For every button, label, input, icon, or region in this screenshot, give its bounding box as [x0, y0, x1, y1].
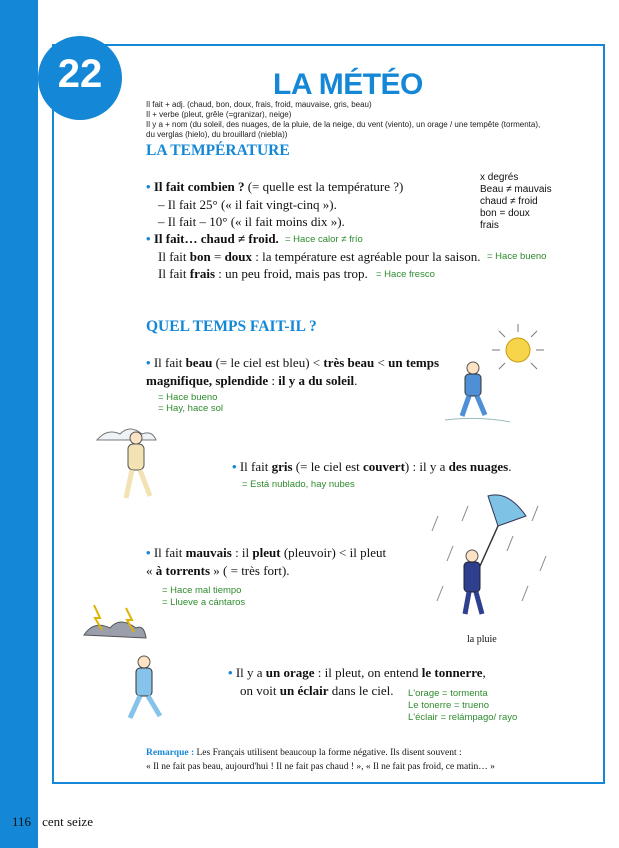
- bon-doux-line: Il fait bon = doux : la température est agréable pour la saison.: [158, 249, 481, 264]
- bullet: •: [146, 179, 154, 194]
- page-number: 116: [12, 814, 32, 829]
- walking-man: [126, 432, 150, 498]
- grammar-note-line: Il + verbe (pleut, grêle (=granizar), neige): [146, 110, 292, 119]
- rain-umbrella-illustration: [428, 486, 558, 626]
- side-note: chaud ≠ froid: [480, 196, 538, 207]
- lesson-number: 22: [57, 52, 103, 96]
- side-note: x degrés: [480, 172, 519, 183]
- orage-translation: L'orage = tormenta: [408, 688, 488, 699]
- section-heading-temperature: LA TEMPÉRATURE: [146, 142, 290, 159]
- grammar-note-line: Il fait + adj. (chaud, bon, doux, frais, froid, mauvaise, gris, beau): [146, 100, 372, 109]
- temperature-example-1: – Il fait 25° (« il fait vingt-cinq »).: [158, 197, 337, 212]
- temperature-question: [146, 178, 403, 195]
- section-heading-weather: QUEL TEMPS FAIT-IL ?: [146, 318, 317, 335]
- hot-cold-bold: Il fait… chaud ≠ froid.: [153, 231, 279, 246]
- rain-caption: la pluie: [467, 634, 497, 645]
- orage-translation: Le tonerre = trueno: [408, 700, 490, 711]
- side-note: Beau ≠ mauvais: [480, 184, 552, 195]
- beau-translation-1: = Hace bueno: [158, 392, 218, 403]
- temperature-example-2: – Il fait – 10° (« il fait moins dix »).: [158, 214, 345, 229]
- frais-translation: = Hace fresco: [376, 269, 435, 280]
- grammar-note-line: Il y a + nom (du soleil, des nuages, de la pluie, de la neige, du vent (viento), un orage / une tempête (tormenta),: [146, 120, 541, 129]
- beau-translation-2: = Hay, hace sol: [158, 403, 224, 414]
- page-number-words: cent seize: [42, 814, 93, 829]
- question-rest: (= quelle est la température ?): [244, 179, 404, 194]
- sun-walker-illustration: [440, 330, 560, 430]
- mauvais-translation-2: = Llueve a cántaros: [162, 597, 246, 608]
- mauvais-line-2: « à torrents » ( = très fort).: [146, 563, 290, 578]
- gris-line: • Il fait gris (= le ciel est couvert) : il y a des nuages.: [232, 459, 512, 474]
- hot-cold-line: [146, 230, 279, 247]
- bon-translation: = Hace bueno: [487, 251, 547, 262]
- orage-line-2: on voit un éclair dans le ciel.: [240, 683, 394, 698]
- beau-line-2: magnifique, splendide : il y a du soleil.: [146, 373, 358, 388]
- mauvais-line-1: • Il fait mauvais : il pleut (pleuvoir) < il pleut: [146, 545, 387, 560]
- mauvais-translation-1: = Hace mal tiempo: [162, 585, 242, 596]
- remark-examples: « Il ne fait pas beau, aujourd'hui ! Il ne fait pas chaud ! », « Il ne fait pas froid, ce matin… »: [146, 762, 495, 772]
- beau-line-1: • Il fait beau (= le ciel est bleu) < très beau < un temps: [146, 355, 440, 370]
- bullet: •: [146, 231, 154, 246]
- storm-illustration: [74, 600, 204, 730]
- storm-cloud-icon: [84, 622, 146, 638]
- grammar-note-line: du verglas (hielo), du brouillard (niebla)): [146, 130, 288, 139]
- frais-line: Il fait frais : un peu froid, mais pas trop.: [158, 266, 368, 281]
- walking-person: [445, 362, 510, 422]
- hot-cold-translation: = Hace calor ≠ frío: [285, 234, 363, 245]
- side-note: frais: [480, 220, 499, 231]
- orage-translation: L'éclair = relámpago/ rayo: [408, 712, 518, 723]
- page-title: LA MÉTÉO: [273, 68, 423, 101]
- page-footer: [12, 814, 93, 830]
- left-color-band: [0, 0, 38, 848]
- cloud-icon: [97, 429, 156, 440]
- remark-text: Les Français utilisent beaucoup la forme négative. Ils disent souvent :: [194, 748, 462, 758]
- sun-icon: [506, 338, 530, 362]
- temperature-side-notes: [480, 172, 552, 232]
- person-with-umbrella: [464, 550, 482, 614]
- orage-translations: [408, 688, 517, 724]
- gris-translation: = Está nublado, hay nubes: [242, 479, 355, 490]
- remark-box: [146, 746, 495, 774]
- rain-drops: [432, 506, 546, 601]
- side-note: bon = doux: [480, 208, 530, 219]
- footer-dot: •: [34, 814, 39, 829]
- question-bold: Il fait combien ?: [153, 179, 245, 194]
- cloud-walker-illustration: [92, 420, 212, 510]
- orage-line-1: • Il y a un orage : il pleut, on entend le tonnerre,: [228, 665, 486, 680]
- remark-label: Remarque :: [146, 748, 195, 758]
- umbrella-icon: [488, 495, 526, 526]
- grammar-notes: [146, 100, 566, 140]
- running-person: [130, 656, 160, 718]
